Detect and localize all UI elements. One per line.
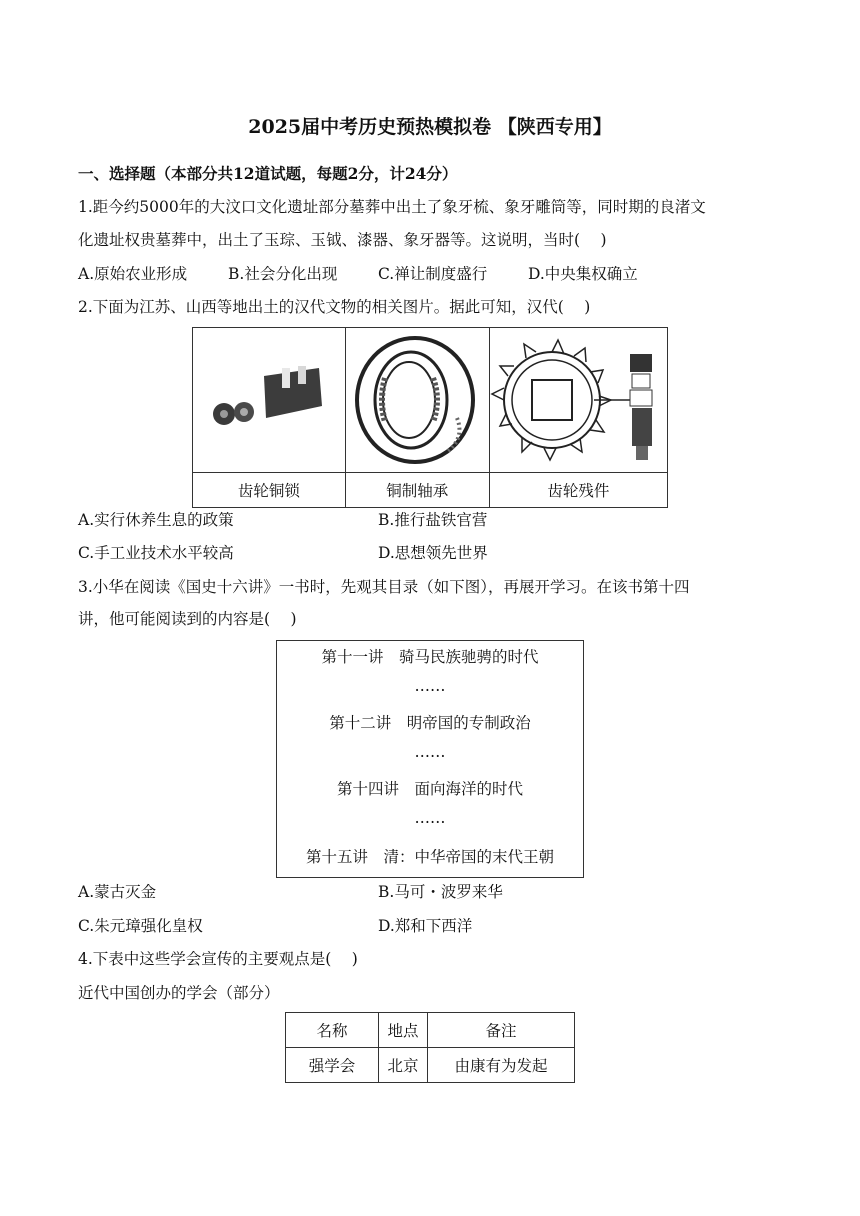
cell-name: 强学会 bbox=[286, 1048, 379, 1083]
q3-option-d[interactable]: D.郑和下西洋 bbox=[378, 917, 473, 935]
toc-ellipsis: …… bbox=[414, 677, 446, 695]
toc-lecture-15: 第十五讲 清：中华帝国的末代王朝 bbox=[305, 848, 554, 866]
q1-option-c[interactable]: C.禅让制度盛行 bbox=[378, 265, 488, 283]
gear-fragment-image bbox=[489, 328, 667, 473]
header-remark: 备注 bbox=[428, 1013, 575, 1048]
q1-option-b[interactable]: B.社会分化出现 bbox=[228, 265, 338, 283]
bearing-illustration bbox=[347, 328, 487, 468]
q4-table-caption: 近代中国创办的学会（部分） bbox=[78, 984, 280, 1002]
caption-gear-copper-lock: 齿轮铜锁 bbox=[193, 473, 346, 508]
q3-option-b[interactable]: B.马可・波罗来华 bbox=[378, 883, 503, 901]
q3-stem-line1: 3.小华在阅读《国史十六讲》一书时，先观其目录（如下图），再展开学习。在该书第十四 bbox=[78, 578, 690, 596]
toc-lecture-12: 第十二讲 明帝国的专制政治 bbox=[329, 714, 531, 732]
page-title: 2025届中考历史预热模拟卷 【陕西专用】 bbox=[248, 116, 612, 138]
gear-illustration bbox=[490, 328, 666, 468]
lock-illustration bbox=[194, 328, 344, 468]
q2-option-d[interactable]: D.思想领先世界 bbox=[378, 544, 488, 562]
toc-lecture-11: 第十一讲 骑马民族驰骋的时代 bbox=[321, 648, 539, 666]
q2-option-c[interactable]: C.手工业技术水平较高 bbox=[78, 544, 234, 562]
artifact-image-table bbox=[192, 327, 668, 508]
caption-gear-fragment: 齿轮残件 bbox=[489, 473, 667, 508]
table-row bbox=[286, 1048, 575, 1083]
q4-stem-line1: 4.下表中这些学会宣传的主要观点是( ) bbox=[78, 950, 358, 968]
q1-option-d[interactable]: D.中央集权确立 bbox=[528, 265, 638, 283]
q2-stem-line1: 2.下面为江苏、山西等地出土的汉代文物的相关图片。据此可知，汉代( ) bbox=[78, 298, 591, 316]
header-name: 名称 bbox=[286, 1013, 379, 1048]
copper-bearing-image bbox=[345, 328, 489, 473]
toc-lecture-14: 第十四讲 面向海洋的时代 bbox=[336, 780, 523, 798]
q1-stem-line2: 化遗址权贵墓葬中，出土了玉琮、玉钺、漆器、象牙器等。这说明，当时( ) bbox=[78, 231, 607, 249]
q3-stem-line2: 讲，他可能阅读到的内容是( ) bbox=[78, 610, 297, 628]
cell-location: 北京 bbox=[379, 1048, 428, 1083]
section-heading: 一、选择题（本部分共12道试题，每题2分，计24分） bbox=[78, 164, 458, 183]
cell-remark: 由康有为发起 bbox=[428, 1048, 575, 1083]
societies-table bbox=[285, 1012, 575, 1083]
q1-stem-line1: 1.距今约5000年的大汶口文化遗址部分墓葬中出土了象牙梳、象牙雕筒等，同时期的良渚文 bbox=[78, 198, 706, 216]
header-location: 地点 bbox=[379, 1013, 428, 1048]
gear-copper-lock-image bbox=[193, 328, 346, 473]
table-header-row bbox=[286, 1013, 575, 1048]
caption-copper-bearing: 铜制轴承 bbox=[345, 473, 489, 508]
toc-ellipsis: …… bbox=[414, 809, 446, 827]
toc-ellipsis: …… bbox=[414, 743, 446, 761]
q2-option-b[interactable]: B.推行盐铁官营 bbox=[378, 511, 488, 529]
q1-option-a[interactable]: A.原始农业形成 bbox=[78, 265, 188, 283]
table-of-contents-box bbox=[276, 640, 584, 878]
q3-option-c[interactable]: C.朱元璋强化皇权 bbox=[78, 917, 203, 935]
q2-option-a[interactable]: A.实行休养生息的政策 bbox=[78, 511, 234, 529]
q3-option-a[interactable]: A.蒙古灭金 bbox=[78, 883, 157, 901]
